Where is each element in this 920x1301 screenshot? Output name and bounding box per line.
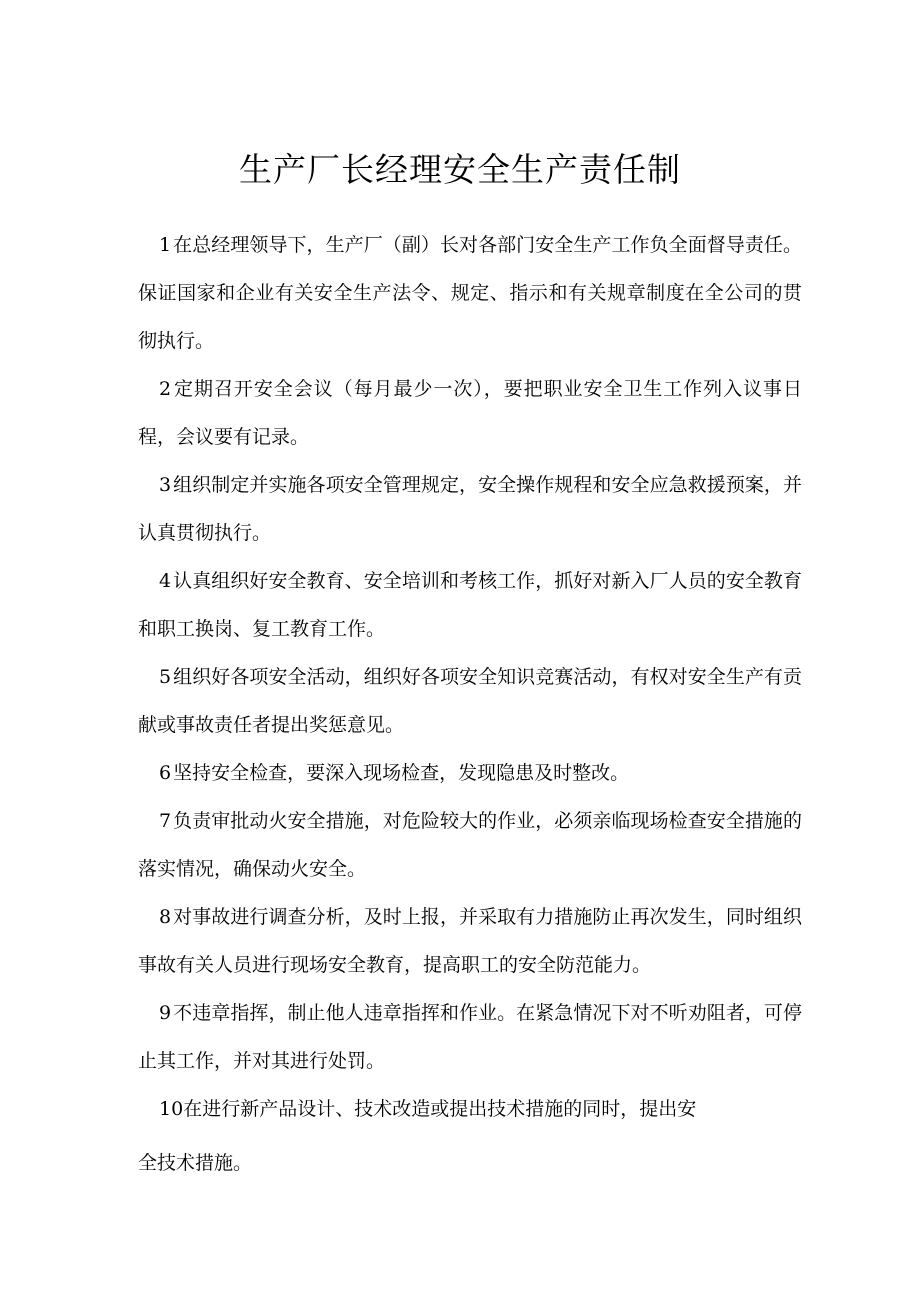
paragraph-text-line-1: 在进行新产品设计、技术改造或提出技术措施的同时，提出安 — [183, 1098, 697, 1120]
paragraph-number: 5 — [159, 666, 172, 688]
paragraph-text: 不违章指挥，制止他人违章指挥和作业。在紧急情况下对不听劝阻者，可停止其工作，并对其进行处罚。 — [138, 1002, 802, 1072]
paragraph-6 — [138, 749, 802, 797]
paragraph-10-continuation: 全技术措施。 — [138, 1152, 253, 1174]
paragraph-text: 组织制定并实施各项安全管理规定，安全操作规程和安全应急救援预案，并认真贯彻执行。 — [138, 474, 802, 544]
paragraph-text: 认真组织好安全教育、安全培训和考核工作，抓好对新入厂人员的安全教育和职工换岗、复工教育工作。 — [138, 570, 802, 640]
paragraph-text: 定期召开安全会议（每月最少一次），要把职业安全卫生工作列入议事日程，会议要有记录。 — [138, 378, 802, 448]
paragraph-number: 4 — [159, 570, 172, 592]
paragraph-number: 7 — [159, 810, 172, 832]
paragraph-text: 对事故进行调查分析，及时上报，并采取有力措施防止再次发生，同时组织事故有关人员进行现场安全教育，提高职工的安全防范能力。 — [138, 906, 802, 976]
paragraph-number: 8 — [159, 906, 172, 928]
paragraph-5 — [138, 653, 802, 749]
paragraph-number: 1 — [159, 234, 172, 256]
paragraph-number: 6 — [159, 762, 172, 784]
paragraph-3 — [138, 461, 802, 557]
document-body — [138, 221, 802, 1187]
paragraph-text: 在总经理领导下，生产厂（副）长对各部门安全生产工作负全面督导责任。保证国家和企业有关安全生产法令、规定、指示和有关规章制度在全公司的贯彻执行。 — [138, 234, 802, 352]
paragraph-10 — [138, 1085, 802, 1133]
paragraph-4 — [138, 557, 802, 653]
paragraph-number: 10 — [159, 1098, 184, 1120]
paragraph-text: 坚持安全检查，要深入现场检查，发现隐患及时整改。 — [173, 762, 630, 784]
paragraph-8 — [138, 893, 802, 989]
paragraph-number: 2 — [159, 378, 172, 400]
paragraph-text: 负责审批动火安全措施，对危险较大的作业，必须亲临现场检查安全措施的落实情况，确保动火安全。 — [138, 810, 802, 880]
paragraph-7 — [138, 797, 802, 893]
paragraph-text: 组织好各项安全活动，组织好各项安全知识竞赛活动，有权对安全生产有贡献或事故责任者提出奖惩意见。 — [138, 666, 802, 736]
paragraph-1 — [138, 221, 802, 365]
paragraph-number: 3 — [159, 474, 172, 496]
document-title: 生产厂长经理安全生产责任制 — [239, 150, 681, 189]
paragraph-number: 9 — [159, 1002, 172, 1024]
paragraph-9 — [138, 989, 802, 1085]
paragraph-2 — [138, 365, 802, 461]
